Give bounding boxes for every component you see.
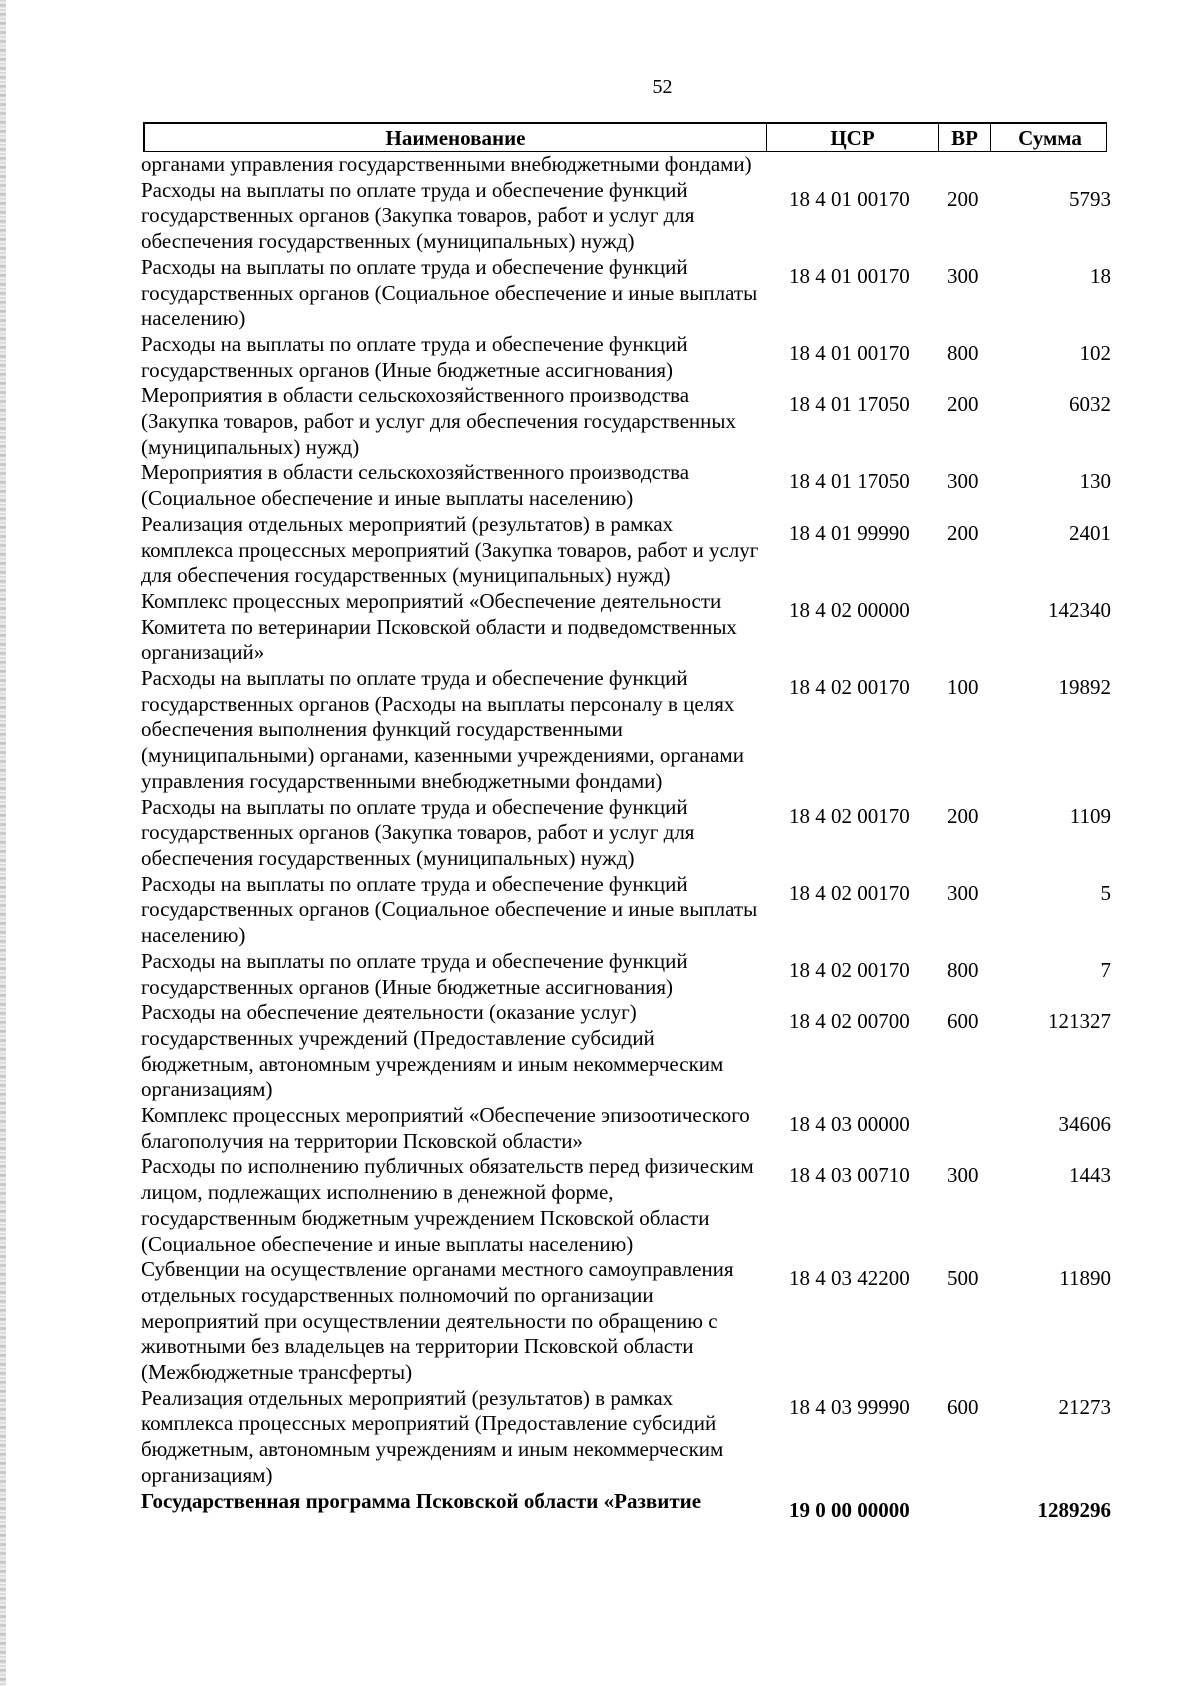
page-number: 52 [652, 76, 673, 98]
row-sum: 2401 [1069, 520, 1111, 545]
row-name: Субвенции на осуществление органами местного самоуправления отдельных государственных полномочий по организации мероприятий при осуществлении деятельности по обращению с животными без владельцев на территории Псковской области (Межбюджетные трансферты) [141, 1257, 734, 1385]
row-name: Расходы на выплаты по оплате труда и обеспечение функций государственных органов (Закупка товаров, работ и услуг для обеспечения государственных (муниципальных) нужд) [141, 794, 695, 870]
row-csr: 18 4 03 00000 [789, 1112, 910, 1137]
row-csr: 18 4 01 00170 [789, 263, 910, 288]
table-row [139, 383, 1111, 460]
table-row [139, 949, 1111, 1000]
row-vr: 800 [947, 340, 979, 365]
row-vr: 200 [947, 392, 979, 417]
header-sum: Сумма [1018, 126, 1082, 150]
row-name: Расходы на обеспечение деятельности (оказание услуг) государственных учреждений (Предоставление субсидий бюджетным, автономным учреждениям и иным некоммерческим организациям) [141, 1000, 724, 1102]
scan-edge [0, 0, 6, 1686]
row-name: Расходы на выплаты по оплате труда и обеспечение функций государственных органов (Социальное обеспечение и иные выплаты населению) [141, 254, 758, 331]
row-csr: 18 4 02 00170 [789, 675, 910, 700]
table-row [139, 1103, 1111, 1154]
row-sum: 1289296 [1037, 1497, 1111, 1522]
table-row [139, 152, 1111, 178]
row-sum: 6032 [1069, 392, 1111, 417]
row-sum: 1109 [1069, 803, 1111, 828]
row-name: Расходы на выплаты по оплате труда и обеспечение функций государственных органов (Закупка товаров, работ и услуг для обеспечения государственных (муниципальных) нужд) [141, 177, 695, 254]
row-sum: 121327 [1048, 1009, 1111, 1034]
row-sum: 5 [1100, 880, 1111, 905]
row-csr: 18 4 03 42200 [789, 1266, 910, 1291]
row-sum: 1443 [1069, 1163, 1111, 1188]
table-row [139, 1257, 1111, 1386]
row-vr: 200 [947, 520, 979, 545]
table-row [139, 512, 1111, 589]
row-csr: 18 4 01 17050 [789, 392, 910, 417]
table-row [139, 255, 1111, 332]
row-csr: 18 4 02 00170 [789, 880, 910, 905]
header-csr: ЦСР [767, 124, 939, 152]
table-row [139, 589, 1111, 666]
row-vr: 300 [947, 1163, 979, 1188]
row-sum: 34606 [1058, 1112, 1111, 1137]
table-row [139, 178, 1111, 255]
row-vr: 100 [947, 675, 979, 700]
row-name: Мероприятия в области сельскохозяйственного производства (Социальное обеспечение и иные выплаты населению) [141, 460, 690, 511]
row-vr: 600 [947, 1394, 979, 1419]
row-csr: 18 4 01 99990 [789, 520, 910, 545]
row-name: Расходы на выплаты по оплате труда и обеспечение функций государственных органов (Иные бюджетные ассигнования) [141, 331, 688, 382]
table-row [139, 1386, 1111, 1489]
row-sum: 19892 [1058, 675, 1111, 700]
row-name: Мероприятия в области сельскохозяйственного производства (Закупка товаров, работ и услуг для обеспечения государственных (муниципальных) нужд) [141, 383, 737, 459]
table-row [139, 1000, 1111, 1103]
row-name: Реализация отдельных мероприятий (результатов) в рамках комплекса процессных мероприятий (Закупка товаров, работ и услуг для обеспечения государственных (муниципальных) нужд) [141, 511, 759, 588]
row-vr: 300 [947, 880, 979, 905]
table-row [139, 666, 1111, 795]
row-name: Реализация отдельных мероприятий (результатов) в рамках комплекса процессных мероприятий (Предоставление субсидий бюджетным, автономным учреждениям и иным некоммерческим организациям) [141, 1385, 724, 1487]
row-name: Комплекс процессных мероприятий «Обеспечение деятельности Комитета по ветеринарии Псковской области и подведомственных организаций» [141, 588, 737, 665]
header-vr: ВР [939, 124, 991, 152]
row-sum: 130 [1079, 469, 1111, 494]
row-name: Расходы на выплаты по оплате труда и обеспечение функций государственных органов (Расходы на выплаты персоналу в целях обеспечения выполнения функций государственными (муниципальными) органами, казенными учреждениями, органами управления государственными внебюджетными фондами) [141, 666, 744, 793]
row-vr: 300 [947, 263, 979, 288]
table-row [139, 332, 1111, 383]
row-vr: 800 [947, 957, 979, 982]
row-name: Государственная программа Псковской области «Развитие [141, 1488, 702, 1513]
row-sum: 18 [1090, 263, 1111, 288]
row-csr: 18 4 01 00170 [789, 340, 910, 365]
header-name: Наименование [145, 124, 767, 152]
row-sum: 5793 [1069, 186, 1111, 211]
row-sum: 7 [1100, 957, 1111, 982]
table-body [139, 152, 1111, 1522]
row-name: органами управления государственными внебюджетными фондами) [141, 152, 752, 176]
table-row [139, 1488, 1111, 1522]
table-row [139, 872, 1111, 949]
row-sum: 142340 [1048, 597, 1111, 622]
row-name: Расходы на выплаты по оплате труда и обеспечение функций государственных органов (Иные бюджетные ассигнования) [141, 948, 688, 999]
row-csr: 18 4 03 00710 [789, 1163, 910, 1188]
table-row [139, 460, 1111, 511]
row-csr: 18 4 02 00700 [789, 1009, 910, 1034]
row-name: Расходы по исполнению публичных обязательств перед физическим лицом, подлежащих исполнению в денежной форме, государственным бюджетным учреждением Псковской области (Социальное обеспечение и иные выплаты населению) [141, 1154, 754, 1256]
row-vr: 200 [947, 803, 979, 828]
row-csr: 18 4 02 00000 [789, 597, 910, 622]
row-vr: 500 [947, 1266, 979, 1291]
table-header [143, 122, 1107, 152]
row-sum: 21273 [1058, 1394, 1111, 1419]
row-csr: 18 4 02 00170 [789, 957, 910, 982]
table-row [139, 1154, 1111, 1257]
row-name: Комплекс процессных мероприятий «Обеспечение эпизоотического благополучия на территории Псковской области» [141, 1103, 750, 1153]
row-csr: 19 0 00 00000 [789, 1497, 910, 1522]
row-vr: 300 [947, 469, 979, 494]
row-sum: 102 [1079, 340, 1111, 365]
row-csr: 18 4 02 00170 [789, 803, 910, 828]
row-sum: 11890 [1059, 1266, 1111, 1291]
row-csr: 18 4 01 17050 [789, 469, 910, 494]
row-csr: 18 4 01 00170 [789, 186, 910, 211]
row-vr: 200 [947, 186, 979, 211]
row-vr: 600 [947, 1009, 979, 1034]
row-csr: 18 4 03 99990 [789, 1394, 910, 1419]
row-name: Расходы на выплаты по оплате труда и обеспечение функций государственных органов (Социальное обеспечение и иные выплаты населению) [141, 871, 758, 948]
table-row [139, 795, 1111, 872]
